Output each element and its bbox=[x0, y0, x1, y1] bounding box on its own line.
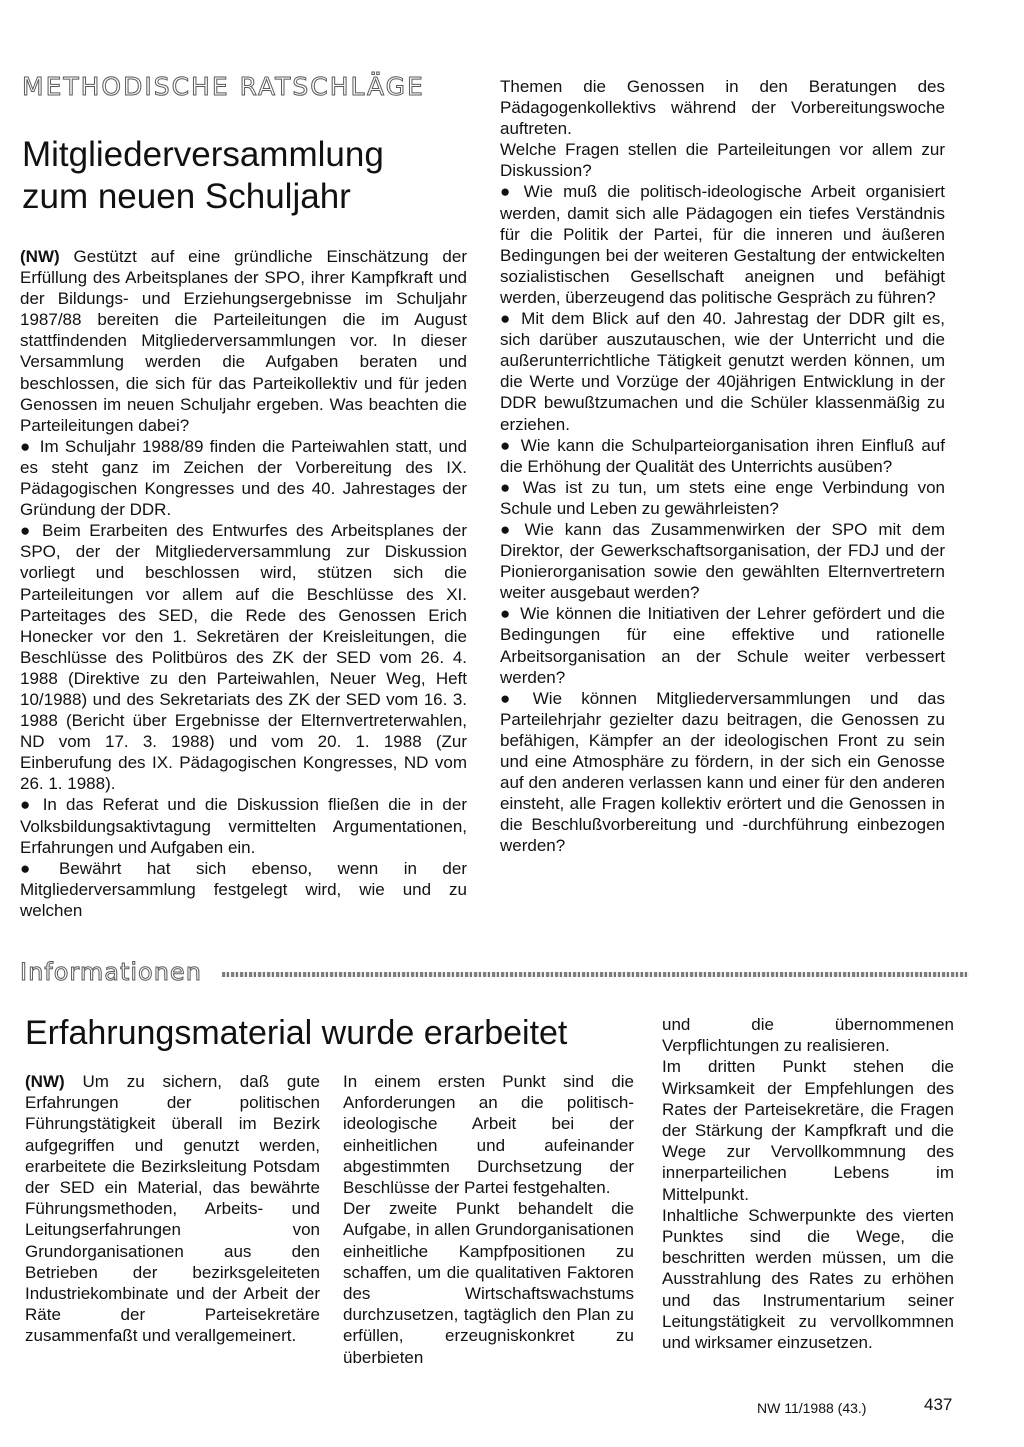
paragraph-text: Beim Erarbeiten des Entwurfes des Arbeitsplanes der SPO, der der Mitgliederversammlung zur Diskussion vorliegt und beschlossen wird, stützen sich die Parteileitungen vor allem auf die Beschlüsse des XI. Parteitages des SED, die Rede des Genossen Erich Honecker vor den 1. Sekretären der Kreisleitungen, die Beschlüsse des Politbüros des ZK der SED vom 26. 4. 1988 (Direktive zu den Parteiwahlen, Neuer Weg, Heft 10/1988) und des Sekretariats des ZK der SED vom 16. 3. 1988 (Bericht über Ergebnisse der Elternvertreterwahlen, ND vom 17. 3. 1988) und vom 20. 1. 1988 (Zur Einberufung des IX. Pädagogischen Kongresses, ND vom 26. 1. 1988). bbox=[20, 521, 467, 794]
article-headline bbox=[22, 134, 384, 218]
info-headline: Erfahrungsmaterial wurde erarbeitet bbox=[25, 1014, 568, 1052]
paragraph-text: Im dritten Punkt stehen die Wirksamkeit der Empfehlungen des Rates der Parteisekretäre, die Fragen der Stärkung der Kampfkraft und die Wege zur Vervollkommnung des innerparteilichen Lebens im Mittelpunkt. bbox=[662, 1057, 954, 1204]
section-kicker: METHODISCHE RATSCHLÄGE bbox=[22, 72, 425, 101]
paragraph bbox=[500, 139, 945, 181]
paragraph-text: Wie muß die politisch-ideologische Arbeit organisiert werden, damit sich alle Pädagogen ein tiefes Verständnis für die Politik der Partei, für die inneren und äußeren Bedingungen bei der weiteren Gestaltung der entwickelten sozialistischen Gesellschaft aneignen und befähigt werden, überzeugend das politische Gespräch zu führen? bbox=[500, 182, 945, 307]
paragraph-text: In das Referat und die Diskussion fließen die in der Volksbildungsaktivtagung vermittelten Argumentationen, Erfahrungen und Aufgaben ein. bbox=[20, 795, 467, 857]
paragraph-text: In einem ersten Punkt sind die Anforderungen an die politisch-ideologische Arbeit bei der einheitlichen und aufeinander abgestimmten Durchsetzung der Beschlüsse der Partei festgehalten. bbox=[343, 1072, 634, 1198]
paragraph-text: Themen die Genossen in den Beratungen des Pädagogenkollektivs während der Vorbereitungswoche auftreten. bbox=[500, 77, 945, 139]
paragraph-text: Der zweite Punkt behandelt die Aufgabe, in allen Grundorganisationen einheitliche Kampfpositionen zu schaffen, um die qualitativen Faktoren des Wirtschaftswachstums durchzusetzen, tagtäglich den Plan zu erfüllen, erzeugniskonkret zu überbieten bbox=[343, 1199, 634, 1367]
info-column-1 bbox=[25, 1071, 320, 1347]
paragraph-text: Welche Fragen stellen die Parteileitungen vor allem zur Diskussion? bbox=[500, 140, 945, 181]
paragraph-lead: (NW) bbox=[20, 247, 60, 266]
paragraph bbox=[662, 1014, 954, 1056]
paragraph bbox=[343, 1198, 634, 1368]
paragraph-text: Gestützt auf eine gründliche Einschätzung der Erfüllung des Arbeitsplanes der SPO, ihrer Kampfkraft und der Bildungs- und Erziehungsergebnisse im Schuljahr 1987/88 bereiten die Parteileitungen die im August stattfindenden Mitgliederversammlungen vor. In dieser Versammlung werden die Aufgaben beraten und beschlossen, die sich für das Parteikollektiv und für jeden Genossen im neuen Schuljahr ergeben. Was beachten die Parteileitungen dabei? bbox=[20, 247, 467, 435]
paragraph bbox=[20, 246, 467, 436]
info-column-2 bbox=[343, 1071, 634, 1368]
issue-reference: NW 11/1988 (43.) bbox=[757, 1400, 867, 1416]
bullet-paragraph bbox=[20, 794, 467, 857]
bullet-paragraph bbox=[500, 308, 945, 435]
info-column-3 bbox=[662, 1014, 954, 1353]
bullet-paragraph bbox=[500, 519, 945, 603]
bullet-paragraph bbox=[20, 436, 467, 520]
paragraph-text: Bewährt hat sich ebenso, wenn in der Mitgliederversammlung festgelegt wird, wie und zu welchen bbox=[20, 858, 467, 920]
section-divider bbox=[222, 972, 969, 977]
paragraph-lead: (NW) bbox=[25, 1072, 65, 1091]
paragraph bbox=[500, 76, 945, 139]
paragraph-text: und die übernommenen Verpflichtungen zu realisieren. bbox=[662, 1015, 954, 1056]
paragraph-text: Mit dem Blick auf den 40. Jahrestag der DDR gilt es, sich darüber auszutauschen, wie der Unterricht und die außerunterrichtliche Tätigkeit genutzt werden können, um die Werte und Vorzüge der 40jährigen Entwicklung in der DDR bewußtzumachen und die Schüler klassenmäßig zu erziehen. bbox=[500, 309, 945, 434]
paragraph-text: Wie können die Initiativen der Lehrer gefördert und die Bedingungen für eine effektive und rationelle Arbeitsorganisation an der Schule weiter verbessert werden? bbox=[500, 604, 945, 687]
paragraph-text: Wie kann die Schulparteiorganisation ihren Einfluß auf die Erhöhung der Qualität des Unterrichts ausüben? bbox=[500, 435, 945, 476]
bullet-paragraph bbox=[500, 435, 945, 477]
paragraph-text: Wie können Mitgliederversammlungen und das Parteilehrjahr gezielter dazu beitragen, die Genossen zu befähigen, Kämpfer an der ideologischen Front zu sein und eine Atmosphäre zu fördern, in der sich ein Genosse auf den anderen verlassen kann und einer für den anderen einsteht, alle Fragen kollektiv erörtert und die Genossen in die Beschlußvorbereitung und -durchführung einbezogen werden? bbox=[500, 688, 945, 856]
paragraph bbox=[343, 1071, 634, 1198]
bullet-paragraph bbox=[500, 688, 945, 857]
paragraph-text: Wie kann das Zusammenwirken der SPO mit dem Direktor, der Gewerkschaftsorganisation, der FDJ und der Pionierorganisation sowie den gewählten Elternvertretern weiter ausgebaut werden? bbox=[500, 519, 945, 603]
paragraph-text: Inhaltliche Schwerpunkte des vierten Punktes sind die Wege, die beschritten werden müssen, um die Ausstrahlung des Rates zu erhöhen und das Instrumentarium seiner Leitungstätigkeit zu vervollkommnen und wirksamer einzusetzen. bbox=[662, 1205, 954, 1353]
page-number: 437 bbox=[924, 1395, 953, 1414]
paragraph bbox=[662, 1205, 954, 1353]
article-left-column bbox=[20, 246, 467, 921]
paragraph-text: Im Schuljahr 1988/89 finden die Parteiwahlen statt, und es steht ganz im Zeichen der Vorbereitung des IX. Pädagogischen Kongresses und des 40. Jahrestages der Gründung der DDR. bbox=[20, 436, 467, 520]
paragraph bbox=[25, 1071, 320, 1347]
bullet-paragraph bbox=[500, 477, 945, 519]
headline-line-1: Mitgliederversammlung bbox=[22, 135, 384, 174]
bullet-paragraph bbox=[20, 858, 467, 921]
paragraph-text: Um zu sichern, daß gute Erfahrungen der politischen Führungstätigkeit überall im Bezirk aufgegriffen und genutzt werden, erarbeitete die Bezirksleitung Potsdam der SED ein Material, das bewährte Führungsmethoden, Arbeits- und Leitungserfahrungen von Grundorganisationen aus den Betrieben der bezirksgeleiteten Industriekombinate und der Arbeit der Räte der Parteisekretäre zusammenfaßt und verallgemeinert. bbox=[25, 1072, 320, 1346]
bullet-paragraph bbox=[500, 181, 945, 308]
bullet-paragraph bbox=[20, 520, 467, 794]
informationen-kicker: Informationen bbox=[20, 958, 202, 986]
bullet-paragraph bbox=[500, 603, 945, 687]
paragraph-text: Was ist zu tun, um stets eine enge Verbindung von Schule und Leben zu gewährleisten? bbox=[500, 477, 945, 518]
paragraph bbox=[662, 1056, 954, 1204]
article-right-column bbox=[500, 76, 945, 856]
headline-line-2: zum neuen Schuljahr bbox=[22, 177, 351, 216]
